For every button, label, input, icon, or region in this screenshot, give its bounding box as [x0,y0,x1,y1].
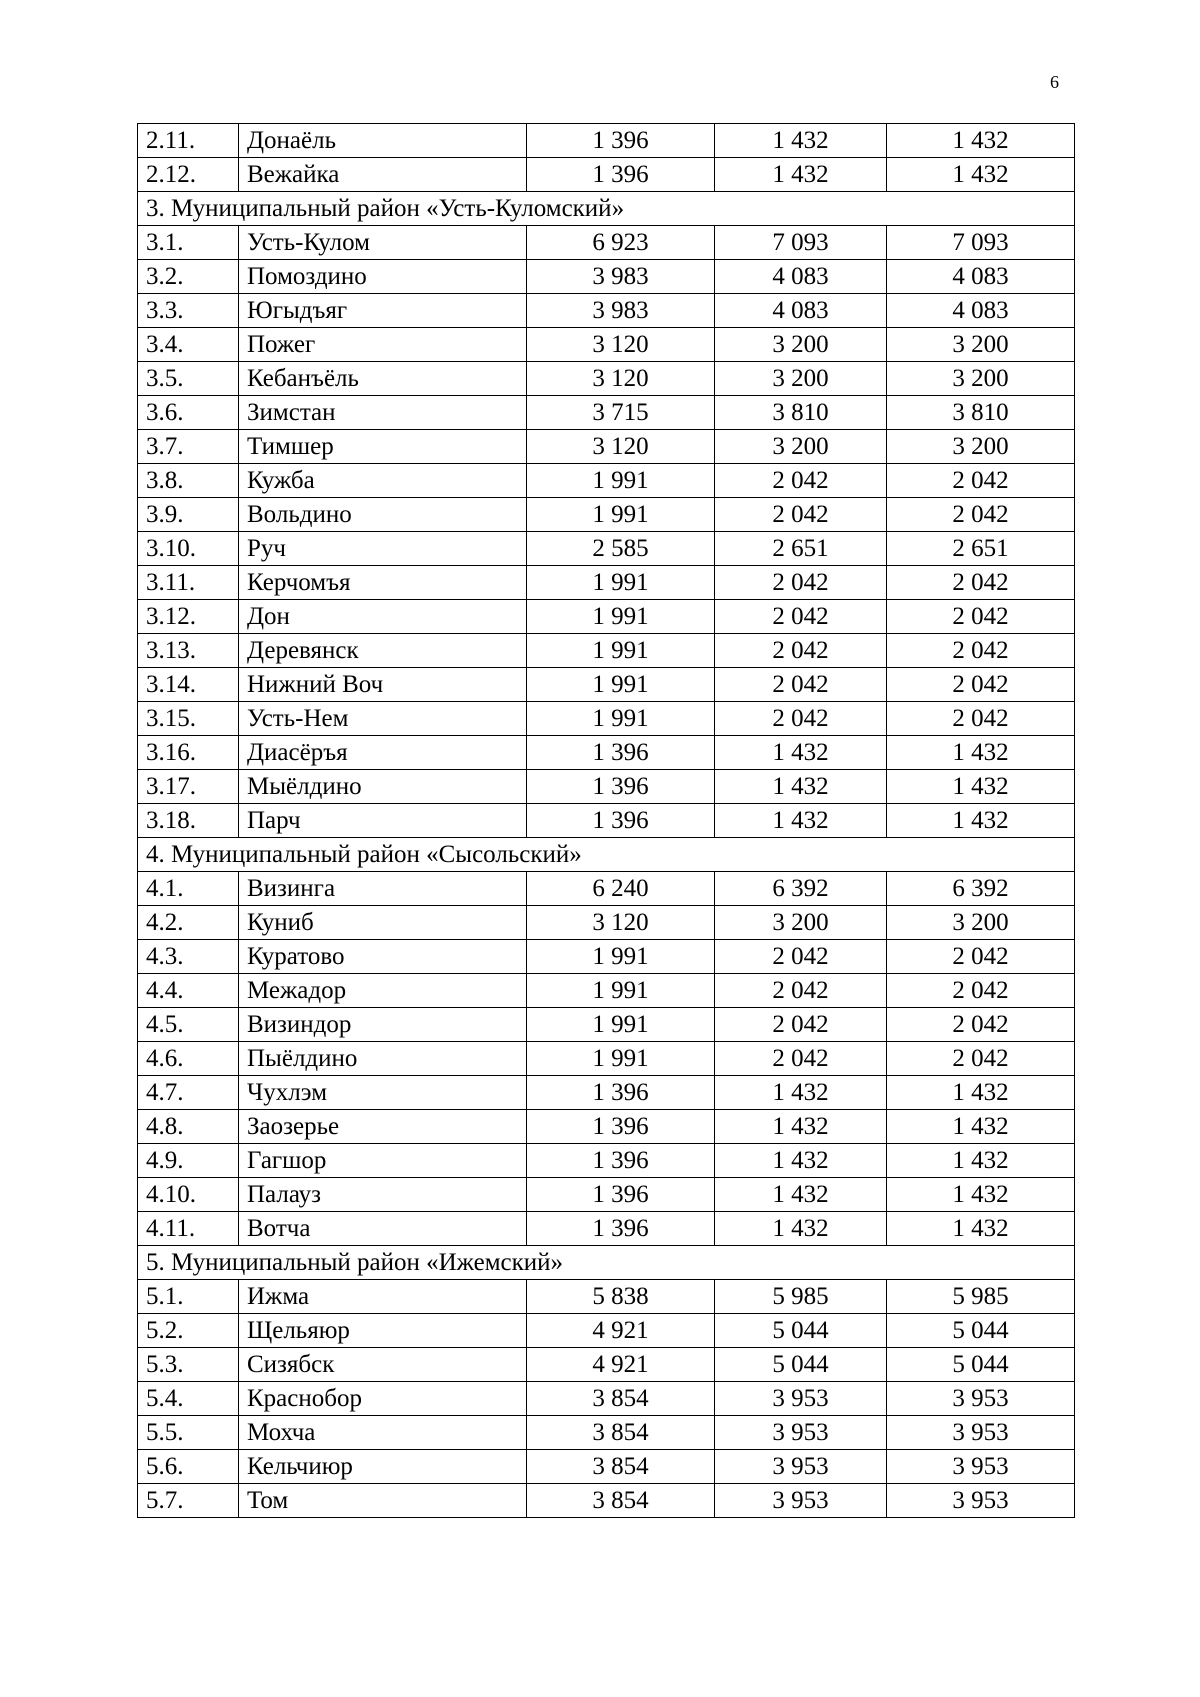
settlement-name: Югыдъяг [239,294,527,328]
value-cell-1: 1 396 [527,804,715,838]
value-cell-1: 1 991 [527,1042,715,1076]
value-cell-1: 4 921 [527,1348,715,1382]
value-cell-2: 3 200 [715,906,887,940]
row-number: 5.1. [138,1280,239,1314]
value-cell-1: 3 120 [527,906,715,940]
value-cell-1: 1 991 [527,974,715,1008]
value-cell-3: 1 432 [887,1076,1075,1110]
table-row [138,1484,1075,1518]
section-row [138,192,1075,226]
row-number: 4.8. [138,1110,239,1144]
table-row [138,1076,1075,1110]
table-row [138,158,1075,192]
value-cell-3: 1 432 [887,124,1075,158]
value-cell-3: 3 200 [887,362,1075,396]
value-cell-3: 4 083 [887,260,1075,294]
value-cell-1: 4 921 [527,1314,715,1348]
value-cell-2: 2 042 [715,464,887,498]
value-cell-2: 1 432 [715,770,887,804]
table-row [138,940,1075,974]
value-cell-2: 5 985 [715,1280,887,1314]
value-cell-1: 1 991 [527,940,715,974]
row-number: 4.7. [138,1076,239,1110]
value-cell-2: 2 651 [715,532,887,566]
value-cell-3: 2 042 [887,600,1075,634]
row-number: 4.5. [138,1008,239,1042]
settlement-name: Диасёръя [239,736,527,770]
row-number: 3.2. [138,260,239,294]
value-cell-2: 3 200 [715,328,887,362]
value-cell-3: 3 953 [887,1484,1075,1518]
value-cell-2: 1 432 [715,158,887,192]
table-row [138,1178,1075,1212]
value-cell-3: 3 953 [887,1416,1075,1450]
value-cell-2: 2 042 [715,940,887,974]
value-cell-3: 2 042 [887,974,1075,1008]
value-cell-2: 3 953 [715,1484,887,1518]
value-cell-1: 5 838 [527,1280,715,1314]
settlement-name: Том [239,1484,527,1518]
value-cell-2: 5 044 [715,1314,887,1348]
value-cell-1: 3 715 [527,396,715,430]
value-cell-3: 2 042 [887,1042,1075,1076]
table-row [138,1042,1075,1076]
value-cell-1: 3 983 [527,294,715,328]
value-cell-3: 2 042 [887,464,1075,498]
settlement-name: Мохча [239,1416,527,1450]
value-cell-3: 2 042 [887,566,1075,600]
settlement-name: Донаёль [239,124,527,158]
value-cell-1: 1 991 [527,668,715,702]
row-number: 2.12. [138,158,239,192]
row-number: 3.8. [138,464,239,498]
value-cell-2: 2 042 [715,668,887,702]
settlement-name: Парч [239,804,527,838]
value-cell-2: 3 953 [715,1416,887,1450]
row-number: 4.11. [138,1212,239,1246]
settlement-name: Вольдино [239,498,527,532]
table-row [138,328,1075,362]
value-cell-3: 5 044 [887,1314,1075,1348]
value-cell-1: 6 240 [527,872,715,906]
value-cell-1: 1 991 [527,634,715,668]
value-cell-2: 1 432 [715,1212,887,1246]
table-row [138,872,1075,906]
row-number: 3.1. [138,226,239,260]
settlement-name: Пыёлдино [239,1042,527,1076]
value-cell-2: 4 083 [715,294,887,328]
value-cell-1: 3 120 [527,362,715,396]
value-cell-3: 3 200 [887,328,1075,362]
value-cell-2: 2 042 [715,498,887,532]
value-cell-1: 1 396 [527,1076,715,1110]
settlement-name: Усть-Нем [239,702,527,736]
row-number: 2.11. [138,124,239,158]
row-number: 3.3. [138,294,239,328]
value-cell-2: 3 953 [715,1382,887,1416]
row-number: 3.14. [138,668,239,702]
value-cell-3: 2 042 [887,940,1075,974]
value-cell-1: 3 120 [527,430,715,464]
value-cell-3: 6 392 [887,872,1075,906]
value-cell-2: 1 432 [715,1178,887,1212]
value-cell-1: 1 991 [527,1008,715,1042]
row-number: 3.18. [138,804,239,838]
settlement-name: Чухлэм [239,1076,527,1110]
row-number: 5.2. [138,1314,239,1348]
row-number: 3.10. [138,532,239,566]
table-row [138,430,1075,464]
row-number: 3.16. [138,736,239,770]
value-cell-3: 1 432 [887,770,1075,804]
table-row [138,464,1075,498]
row-number: 3.11. [138,566,239,600]
page-number: 6 [1050,72,1059,92]
value-cell-2: 5 044 [715,1348,887,1382]
table-row [138,566,1075,600]
value-cell-2: 2 042 [715,702,887,736]
value-cell-2: 7 093 [715,226,887,260]
row-number: 4.9. [138,1144,239,1178]
value-cell-1: 1 991 [527,566,715,600]
value-cell-1: 1 396 [527,1212,715,1246]
table-row [138,736,1075,770]
table-row [138,124,1075,158]
settlement-name: Усть-Кулом [239,226,527,260]
value-cell-3: 1 432 [887,158,1075,192]
table-row [138,1416,1075,1450]
value-cell-2: 1 432 [715,1144,887,1178]
table-row [138,260,1075,294]
table-row [138,1110,1075,1144]
row-number: 5.5. [138,1416,239,1450]
table-row [138,226,1075,260]
value-cell-1: 1 396 [527,736,715,770]
row-number: 3.6. [138,396,239,430]
value-cell-1: 3 983 [527,260,715,294]
value-cell-3: 3 953 [887,1450,1075,1484]
value-cell-3: 1 432 [887,736,1075,770]
table-row [138,600,1075,634]
row-number: 4.4. [138,974,239,1008]
table-row [138,532,1075,566]
settlement-name: Пожег [239,328,527,362]
row-number: 3.13. [138,634,239,668]
value-cell-3: 1 432 [887,1212,1075,1246]
value-cell-2: 2 042 [715,1008,887,1042]
value-cell-2: 3 953 [715,1450,887,1484]
value-cell-3: 4 083 [887,294,1075,328]
value-cell-1: 3 120 [527,328,715,362]
table-row [138,1212,1075,1246]
value-cell-1: 1 396 [527,770,715,804]
settlement-name: Ижма [239,1280,527,1314]
value-cell-2: 1 432 [715,1076,887,1110]
row-number: 4.6. [138,1042,239,1076]
value-cell-3: 2 042 [887,498,1075,532]
table-row [138,1144,1075,1178]
table-row [138,396,1075,430]
value-cell-1: 2 585 [527,532,715,566]
value-cell-1: 1 991 [527,600,715,634]
value-cell-3: 5 985 [887,1280,1075,1314]
table-row [138,294,1075,328]
table-row [138,702,1075,736]
row-number: 3.15. [138,702,239,736]
row-number: 3.17. [138,770,239,804]
value-cell-2: 6 392 [715,872,887,906]
row-number: 4.1. [138,872,239,906]
settlement-name: Заозерье [239,1110,527,1144]
value-cell-2: 3 200 [715,362,887,396]
row-number: 4.3. [138,940,239,974]
value-cell-2: 1 432 [715,736,887,770]
settlement-name: Куниб [239,906,527,940]
value-cell-3: 1 432 [887,1144,1075,1178]
value-cell-1: 1 991 [527,702,715,736]
value-cell-1: 1 396 [527,1144,715,1178]
section-row [138,838,1075,872]
row-number: 5.7. [138,1484,239,1518]
value-cell-3: 3 810 [887,396,1075,430]
value-cell-2: 2 042 [715,566,887,600]
settlement-name: Межадор [239,974,527,1008]
row-number: 4.10. [138,1178,239,1212]
value-cell-2: 4 083 [715,260,887,294]
settlement-name: Визиндор [239,1008,527,1042]
value-cell-1: 3 854 [527,1382,715,1416]
value-cell-2: 1 432 [715,1110,887,1144]
row-number: 3.5. [138,362,239,396]
row-number: 4.2. [138,906,239,940]
settlement-name: Руч [239,532,527,566]
value-cell-2: 3 200 [715,430,887,464]
settlements-table [137,123,1075,1518]
value-cell-1: 1 991 [527,498,715,532]
settlement-name: Визинга [239,872,527,906]
table-row [138,1382,1075,1416]
value-cell-3: 2 042 [887,702,1075,736]
value-cell-2: 1 432 [715,124,887,158]
section-row [138,1246,1075,1280]
value-cell-3: 7 093 [887,226,1075,260]
table-row [138,906,1075,940]
table-row [138,1450,1075,1484]
value-cell-3: 1 432 [887,804,1075,838]
value-cell-3: 2 042 [887,634,1075,668]
settlement-name: Палауз [239,1178,527,1212]
table-row [138,1280,1075,1314]
table-row [138,668,1075,702]
table-row [138,1314,1075,1348]
value-cell-1: 1 396 [527,1110,715,1144]
section-title: 5. Муниципальный район «Ижемский» [138,1246,1075,1280]
table-row [138,974,1075,1008]
value-cell-2: 2 042 [715,1042,887,1076]
settlement-name: Гагшор [239,1144,527,1178]
value-cell-2: 1 432 [715,804,887,838]
value-cell-2: 2 042 [715,634,887,668]
table-row [138,804,1075,838]
value-cell-3: 3 953 [887,1382,1075,1416]
settlement-name: Тимшер [239,430,527,464]
table-row [138,634,1075,668]
table-body [138,124,1075,1518]
row-number: 5.3. [138,1348,239,1382]
value-cell-1: 1 396 [527,1178,715,1212]
settlement-name: Краснобор [239,1382,527,1416]
value-cell-1: 1 991 [527,464,715,498]
value-cell-2: 2 042 [715,600,887,634]
value-cell-3: 5 044 [887,1348,1075,1382]
settlement-name: Зимстан [239,396,527,430]
value-cell-1: 3 854 [527,1450,715,1484]
value-cell-3: 3 200 [887,430,1075,464]
value-cell-1: 1 396 [527,158,715,192]
table-row [138,770,1075,804]
table-row [138,1008,1075,1042]
settlement-name: Куратово [239,940,527,974]
settlement-name: Мыёлдино [239,770,527,804]
value-cell-1: 3 854 [527,1484,715,1518]
settlement-name: Кельчиюр [239,1450,527,1484]
value-cell-3: 1 432 [887,1110,1075,1144]
value-cell-2: 3 810 [715,396,887,430]
settlement-name: Нижний Воч [239,668,527,702]
settlement-name: Сизябск [239,1348,527,1382]
settlement-name: Дон [239,600,527,634]
row-number: 3.4. [138,328,239,362]
value-cell-1: 1 396 [527,124,715,158]
section-title: 3. Муниципальный район «Усть-Куломский» [138,192,1075,226]
value-cell-3: 1 432 [887,1178,1075,1212]
value-cell-1: 3 854 [527,1416,715,1450]
row-number: 5.4. [138,1382,239,1416]
settlement-name: Вотча [239,1212,527,1246]
settlement-name: Кебанъёль [239,362,527,396]
settlement-name: Вежайка [239,158,527,192]
settlement-name: Щельяюр [239,1314,527,1348]
row-number: 3.9. [138,498,239,532]
settlement-name: Деревянск [239,634,527,668]
row-number: 3.7. [138,430,239,464]
settlement-name: Кужба [239,464,527,498]
row-number: 5.6. [138,1450,239,1484]
settlement-name: Керчомъя [239,566,527,600]
table-row [138,498,1075,532]
section-title: 4. Муниципальный район «Сысольский» [138,838,1075,872]
table-row [138,362,1075,396]
value-cell-3: 2 651 [887,532,1075,566]
value-cell-2: 2 042 [715,974,887,1008]
settlement-name: Помоздино [239,260,527,294]
value-cell-3: 2 042 [887,1008,1075,1042]
value-cell-3: 3 200 [887,906,1075,940]
table-row [138,1348,1075,1382]
value-cell-1: 6 923 [527,226,715,260]
value-cell-3: 2 042 [887,668,1075,702]
row-number: 3.12. [138,600,239,634]
